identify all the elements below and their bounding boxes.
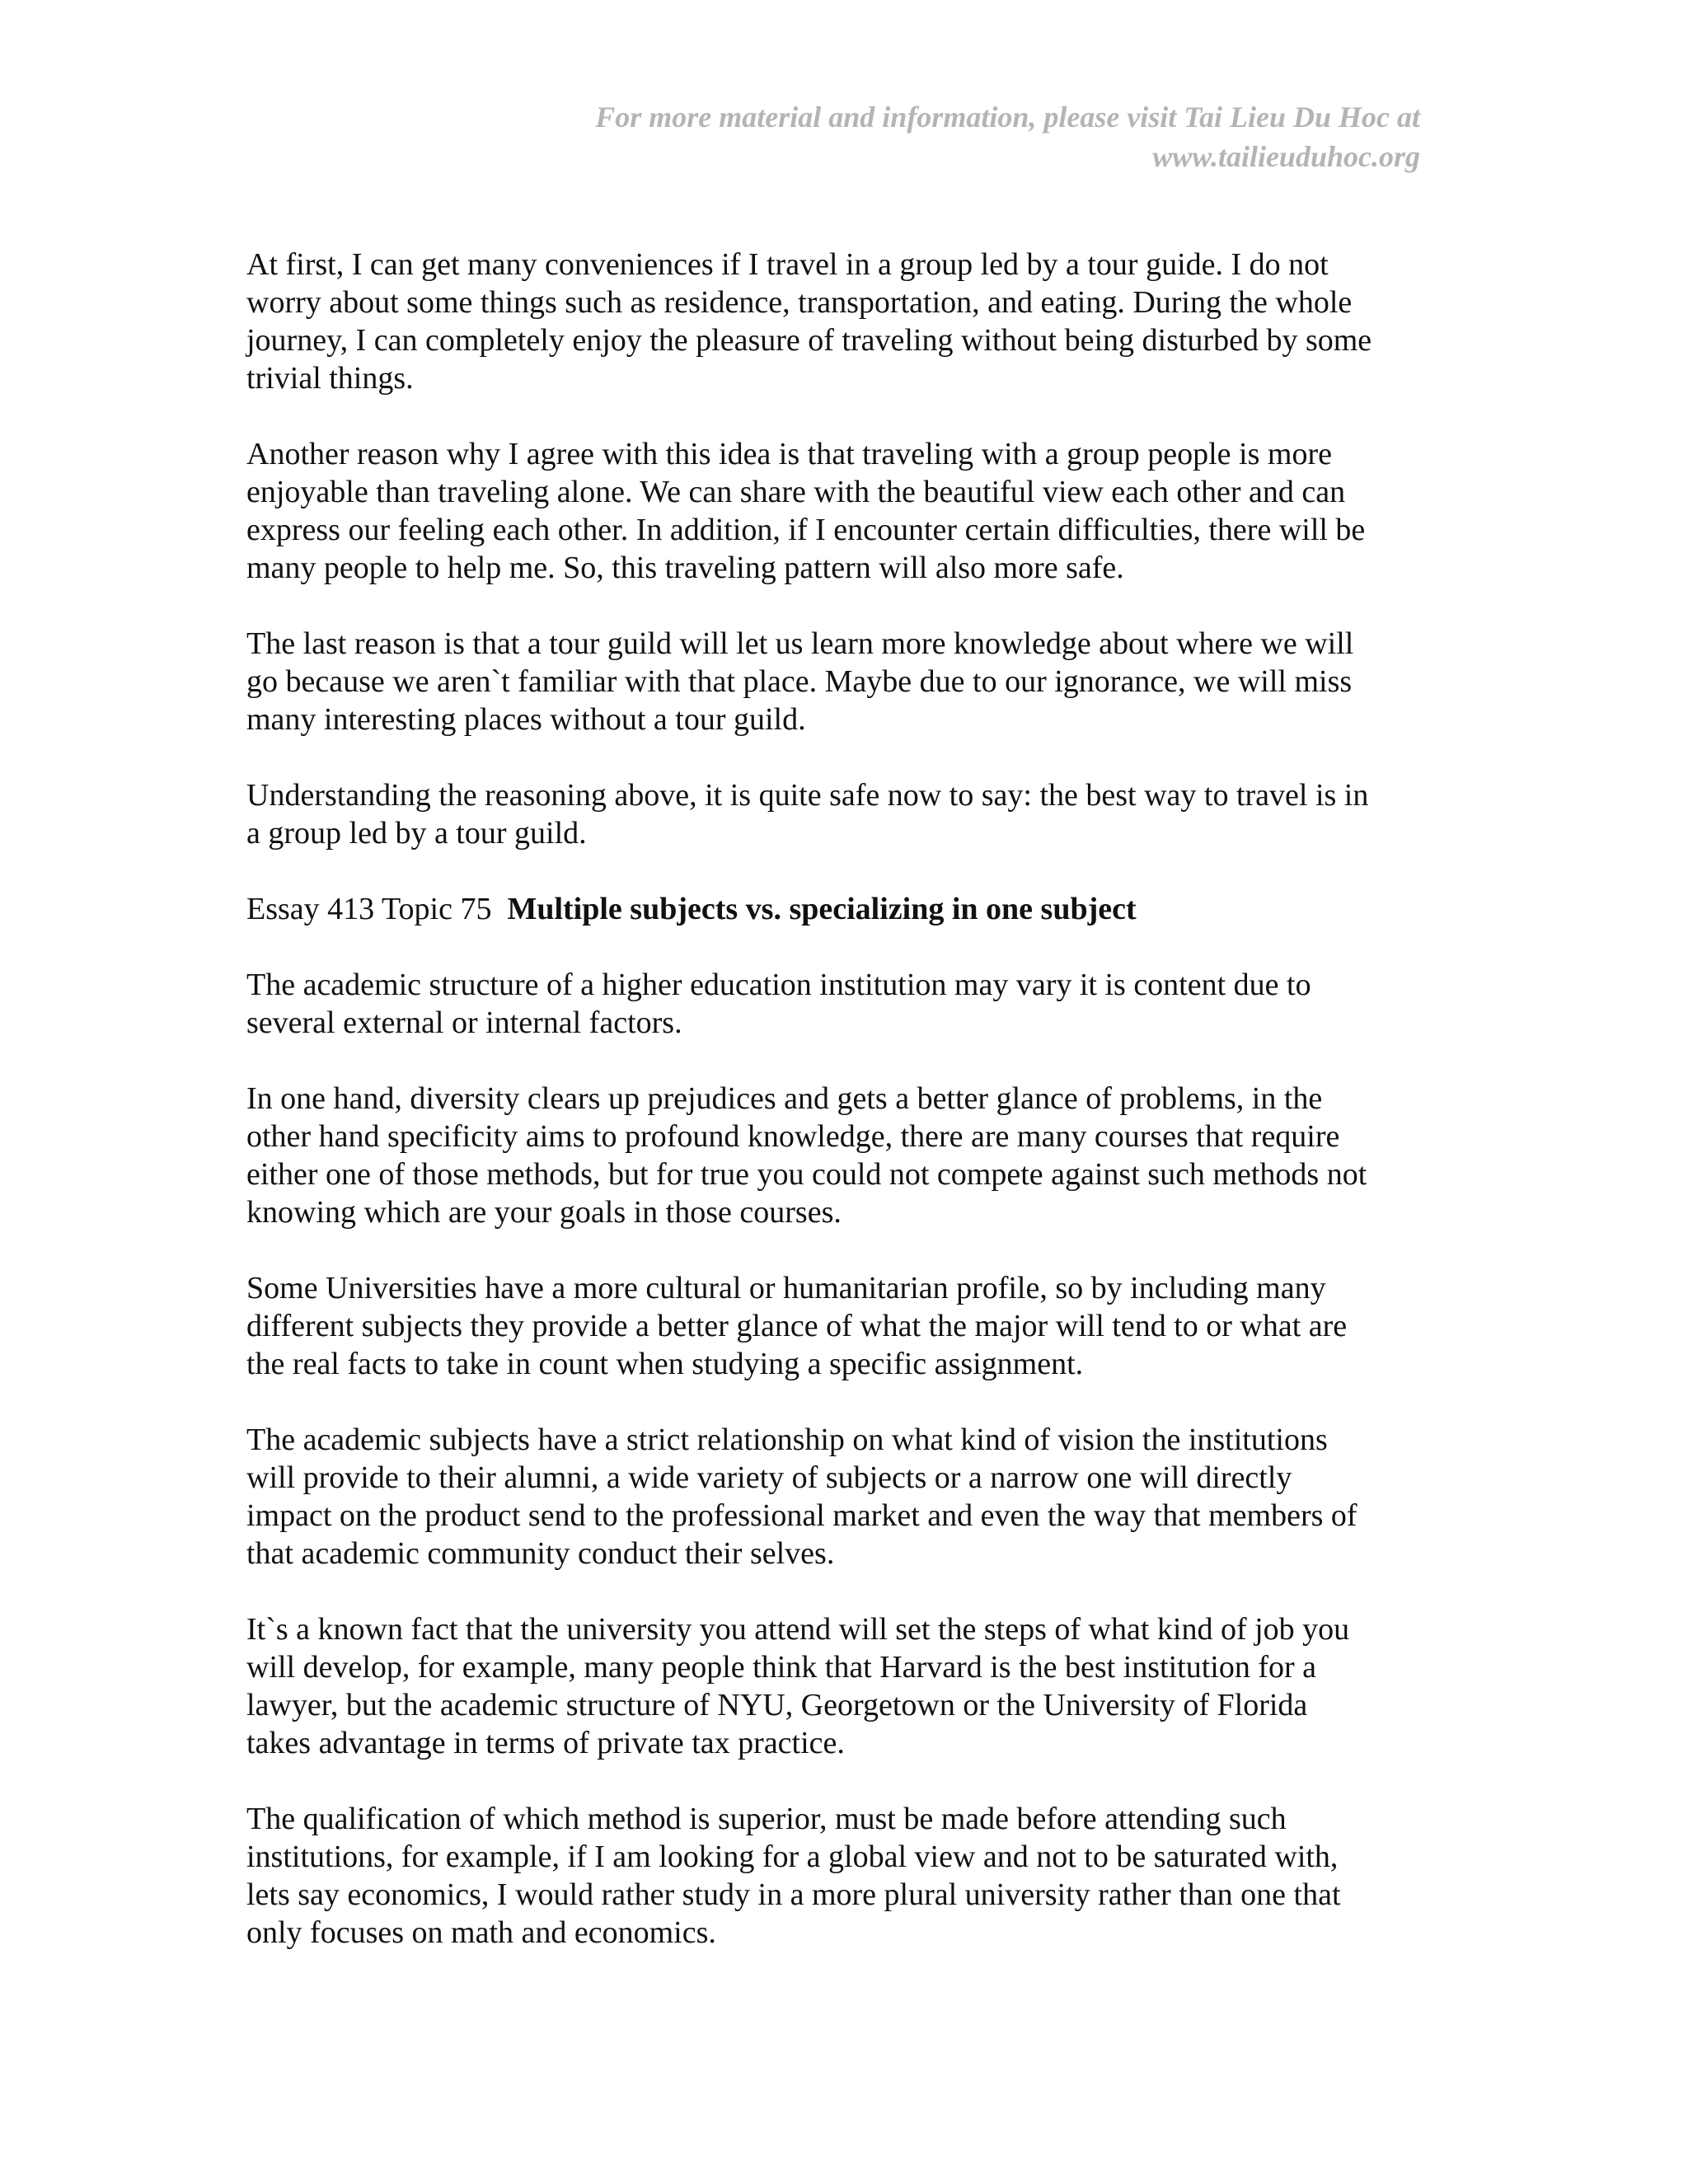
page-header: [266, 97, 1420, 176]
text-line: trivial things.: [246, 361, 414, 396]
text-line: express our feeling each other. In addition, if I encounter certain difficulties, there will be: [246, 513, 1366, 547]
paragraph: [246, 625, 1433, 738]
paragraph: [246, 1800, 1433, 1952]
text-line: that academic community conduct their selves.: [246, 1536, 835, 1571]
text-line: The qualification of which method is superior, must be made before attending such: [246, 1802, 1287, 1836]
text-line: different subjects they provide a better glance of what the major will tend to or what are: [246, 1309, 1348, 1343]
text-line: will provide to their alumni, a wide variety of subjects or a narrow one will directly: [246, 1460, 1292, 1495]
paragraph: [246, 1269, 1433, 1383]
paragraph: [246, 776, 1433, 852]
text-line: At first, I can get many conveniences if I travel in a group led by a tour guide. I do not: [246, 247, 1329, 282]
text-line: many people to help me. So, this traveling pattern will also more safe.: [246, 551, 1124, 585]
document-body: [246, 246, 1433, 1990]
text-line: Some Universities have a more cultural or humanitarian profile, so by including many: [246, 1271, 1326, 1305]
header-line-1: For more material and information, please visit Tai Lieu Du Hoc at: [595, 101, 1420, 134]
paragraph: [246, 246, 1433, 397]
text-line: The academic subjects have a strict relationship on what kind of vision the institutions: [246, 1422, 1328, 1457]
essay-heading: [246, 890, 1433, 928]
text-line: In one hand, diversity clears up prejudices and gets a better glance of problems, in the: [246, 1081, 1323, 1116]
text-line: impact on the product send to the professional market and even the way that members of: [246, 1498, 1357, 1533]
text-line: Another reason why I agree with this idea is that traveling with a group people is more: [246, 437, 1332, 471]
text-line: The academic structure of a higher education institution may vary it is content due to: [246, 968, 1311, 1002]
essay-heading-prefix: Essay 413 Topic 75: [246, 892, 492, 926]
text-line: will develop, for example, many people think that Harvard is the best institution for a: [246, 1650, 1317, 1685]
text-line: a group led by a tour guild.: [246, 816, 587, 851]
text-line: only focuses on math and economics.: [246, 1915, 716, 1950]
text-line: takes advantage in terms of private tax practice.: [246, 1726, 845, 1760]
text-line: several external or internal factors.: [246, 1005, 682, 1040]
text-line: either one of those methods, but for true you could not compete against such methods not: [246, 1157, 1367, 1192]
text-line: It`s a known fact that the university you attend will set the steps of what kind of job you: [246, 1612, 1350, 1647]
text-line: journey, I can completely enjoy the pleasure of traveling without being disturbed by some: [246, 323, 1372, 358]
text-line: many interesting places without a tour guild.: [246, 702, 806, 737]
text-line: institutions, for example, if I am looking for a global view and not to be saturated with,: [246, 1840, 1339, 1874]
essay-heading-title: Multiple subjects vs. specializing in one subject: [507, 892, 1137, 926]
paragraph: [246, 1421, 1433, 1572]
text-line: knowing which are your goals in those courses.: [246, 1195, 842, 1230]
text-line: the real facts to take in count when studying a specific assignment.: [246, 1347, 1084, 1381]
text-line: enjoyable than traveling alone. We can share with the beautiful view each other and can: [246, 475, 1346, 509]
text-line: Understanding the reasoning above, it is quite safe now to say: the best way to travel is in: [246, 778, 1369, 813]
paragraph: [246, 435, 1433, 587]
paragraph: [246, 966, 1433, 1042]
paragraph: [246, 1610, 1433, 1762]
text-line: other hand specificity aims to profound knowledge, there are many courses that require: [246, 1119, 1340, 1154]
text-line: worry about some things such as residence, transportation, and eating. During the whole: [246, 285, 1353, 320]
text-line: go because we aren`t familiar with that place. Maybe due to our ignorance, we will miss: [246, 664, 1353, 699]
text-line: lets say economics, I would rather study in a more plural university rather than one that: [246, 1877, 1341, 1912]
header-line-2: www.tailieuduhoc.org: [1152, 140, 1420, 173]
text-line: The last reason is that a tour guild will let us learn more knowledge about where we will: [246, 626, 1354, 661]
paragraph: [246, 1080, 1433, 1231]
text-line: lawyer, but the academic structure of NYU, Georgetown or the University of Florida: [246, 1688, 1308, 1722]
